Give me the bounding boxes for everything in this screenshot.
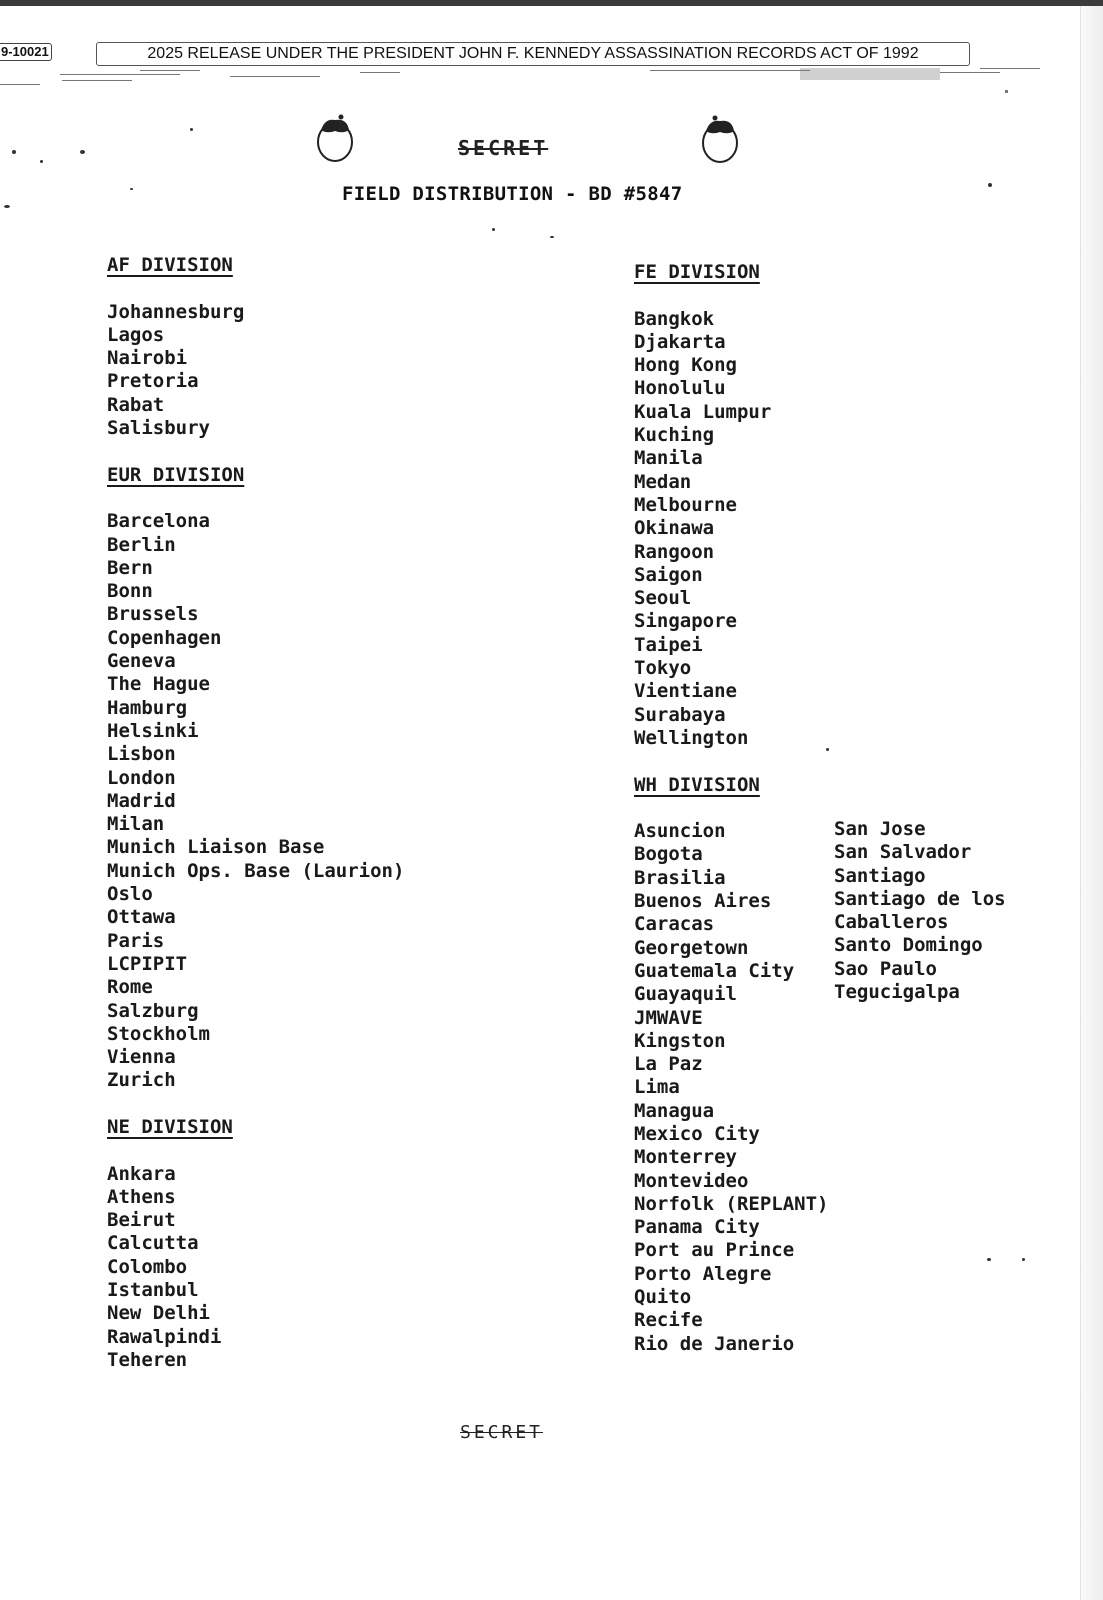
station-name: Copenhagen	[107, 626, 222, 649]
station-name: Asuncion	[634, 820, 726, 843]
station-name: Singapore	[634, 610, 737, 633]
station-name: Teheren	[107, 1348, 188, 1371]
station-name: Santo Domingo	[834, 934, 983, 957]
station-name: Caracas	[634, 913, 715, 936]
left-column	[107, 254, 404, 1372]
scan-speck	[190, 128, 193, 131]
document-id: 9-10021	[0, 43, 52, 61]
classification-top: SECRET	[458, 136, 549, 160]
station-name: Bonn	[107, 580, 153, 603]
station-name: Managua	[634, 1099, 715, 1122]
station-name: Vienna	[107, 1046, 176, 1069]
station-name: Johannesburg	[107, 300, 245, 323]
release-banner: 2025 RELEASE UNDER THE PRESIDENT JOHN F. KENNEDY ASSASSINATION RECORDS ACT OF 1992	[96, 42, 970, 66]
station-name: Wellington	[634, 726, 749, 749]
station-name: Kuala Lumpur	[634, 400, 772, 423]
wh-division-heading: WH DIVISION	[634, 773, 760, 796]
scan-noise-strip	[0, 66, 1080, 96]
station-name: Brasilia	[634, 866, 726, 889]
station-name: Nairobi	[107, 347, 188, 370]
scan-speck	[988, 183, 992, 187]
scan-speck	[492, 228, 495, 231]
station-name: Georgetown	[634, 936, 749, 959]
station-name: Pretoria	[107, 370, 199, 393]
station-name: Sao Paulo	[834, 957, 937, 980]
station-name: Montevideo	[634, 1169, 749, 1192]
station-name: Oslo	[107, 883, 153, 906]
station-name: Medan	[634, 470, 692, 493]
station-name: Paris	[107, 929, 165, 952]
station-name: Porto Alegre	[634, 1262, 772, 1285]
station-name: JMWAVE	[634, 1006, 703, 1029]
scan-speck	[12, 150, 16, 154]
station-name: Berlin	[107, 533, 176, 556]
af-station-list	[107, 301, 404, 441]
eur-station-list	[107, 510, 404, 1092]
station-name: Port au Prince	[634, 1239, 795, 1262]
scan-speck	[130, 188, 133, 190]
station-name: Barcelona	[107, 510, 210, 533]
station-name: Milan	[107, 813, 165, 836]
station-name: Beirut	[107, 1209, 176, 1232]
station-name: Buenos Aires	[634, 890, 772, 913]
station-name: Bern	[107, 556, 153, 579]
station-name: Ankara	[107, 1162, 176, 1185]
station-name: Salisbury	[107, 417, 210, 440]
station-name: Istanbul	[107, 1279, 199, 1302]
station-name: Surabaya	[634, 703, 726, 726]
station-name: Lisbon	[107, 743, 176, 766]
station-name: Tokyo	[634, 657, 692, 680]
station-name: Munich Ops. Base (Laurion)	[107, 859, 405, 882]
station-name: Lagos	[107, 323, 165, 346]
scan-speck	[40, 160, 43, 163]
station-name: Calcutta	[107, 1232, 199, 1255]
station-name: Okinawa	[634, 517, 715, 540]
station-name: Hong Kong	[634, 354, 737, 377]
station-name: Honolulu	[634, 377, 726, 400]
station-name: London	[107, 766, 176, 789]
fe-station-list	[634, 308, 828, 751]
af-division-heading: AF DIVISION	[107, 254, 233, 276]
station-name: San Salvador	[834, 841, 972, 864]
station-name: Kuching	[634, 424, 715, 447]
station-name: Madrid	[107, 789, 176, 812]
window-top-bar	[0, 0, 1103, 6]
station-name: Bogota	[634, 843, 703, 866]
station-name: Saigon	[634, 563, 703, 586]
station-name: Rangoon	[634, 540, 715, 563]
station-name: Manila	[634, 447, 703, 470]
station-name: Helsinki	[107, 719, 199, 742]
station-name: Melbourne	[634, 493, 737, 516]
station-name: Lima	[634, 1076, 680, 1099]
wh-station-list-col1	[634, 820, 828, 1356]
station-name: Mexico City	[634, 1122, 760, 1145]
station-name: Tegucigalpa	[834, 981, 960, 1004]
station-name: Santiago	[834, 864, 926, 887]
station-name: Stockholm	[107, 1022, 210, 1045]
station-name: Rome	[107, 976, 153, 999]
station-name: Bangkok	[634, 307, 715, 330]
wh-second-column	[834, 818, 1006, 1004]
station-name: Zurich	[107, 1069, 176, 1092]
right-column	[634, 261, 828, 1356]
station-name: Salzburg	[107, 999, 199, 1022]
seal-stamp-right	[700, 113, 740, 165]
station-name: Colombo	[107, 1255, 188, 1278]
station-name: San Jose	[834, 818, 926, 840]
station-name: Taipei	[634, 633, 703, 656]
seal-stamp-left	[315, 112, 355, 164]
station-name: Kingston	[634, 1029, 726, 1052]
station-name: Munich Liaison Base	[107, 836, 325, 859]
station-name: The Hague	[107, 673, 210, 696]
scan-speck	[80, 150, 85, 154]
station-name: Caballeros	[834, 911, 949, 934]
station-name: Ottawa	[107, 906, 176, 929]
station-name: Santiago de los	[834, 887, 1006, 910]
station-name: Monterrey	[634, 1146, 737, 1169]
station-name: Seoul	[634, 587, 692, 610]
station-name: Djakarta	[634, 330, 726, 353]
scan-speck	[987, 1258, 991, 1261]
ne-station-list	[107, 1163, 404, 1373]
station-name: Guatemala City	[634, 959, 795, 982]
station-name: Rabat	[107, 393, 165, 416]
scan-speck	[4, 205, 10, 208]
scan-speck	[550, 236, 554, 238]
scan-speck	[826, 748, 829, 751]
station-name: Quito	[634, 1286, 692, 1309]
station-name: Vientiane	[634, 680, 737, 703]
wh-station-list-col2	[834, 818, 1006, 1004]
classification-bottom: SECRET	[460, 1422, 544, 1443]
station-name: Guayaquil	[634, 983, 737, 1006]
page-title: FIELD DISTRIBUTION - BD #5847	[342, 183, 683, 205]
station-name: Athens	[107, 1185, 176, 1208]
station-name: Rawalpindi	[107, 1325, 222, 1348]
scan-speck	[1022, 1258, 1025, 1261]
station-name: New Delhi	[107, 1302, 210, 1325]
ne-division-heading: NE DIVISION	[107, 1115, 233, 1138]
station-name: Brussels	[107, 603, 199, 626]
station-name: Hamburg	[107, 696, 188, 719]
station-name: Norfolk (REPLANT)	[634, 1192, 829, 1215]
eur-division-heading: EUR DIVISION	[107, 463, 245, 486]
scrollbar-track[interactable]	[1080, 6, 1103, 1600]
station-name: La Paz	[634, 1053, 703, 1076]
station-name: LCPIPIT	[107, 952, 188, 975]
station-name: Rio de Janerio	[634, 1332, 795, 1355]
station-name: Recife	[634, 1309, 703, 1332]
station-name: Geneva	[107, 650, 176, 673]
fe-division-heading: FE DIVISION	[634, 261, 760, 283]
station-name: Panama City	[634, 1216, 760, 1239]
